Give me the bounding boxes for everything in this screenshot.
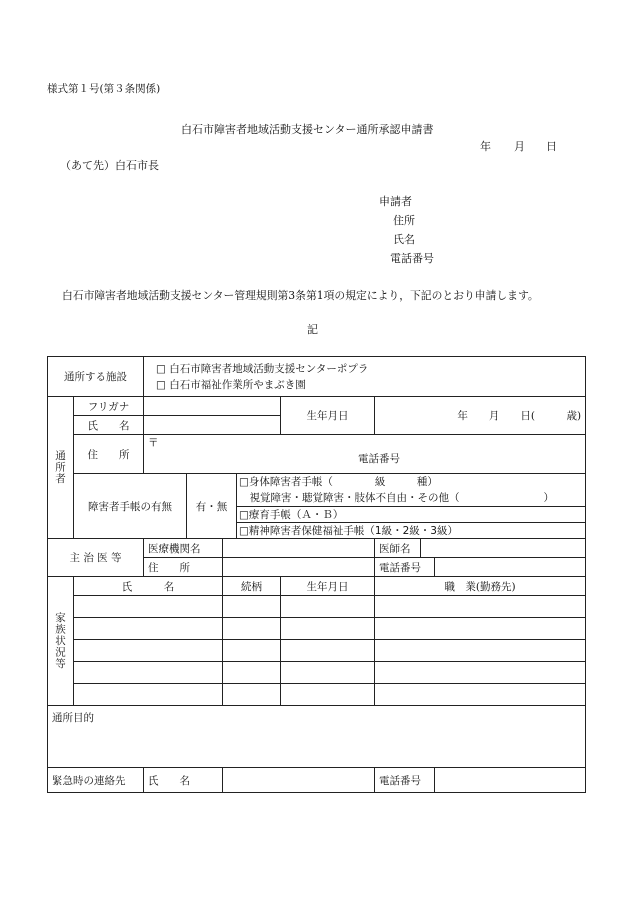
emergency-label: 緊急時の連絡先: [48, 768, 144, 793]
institution-label: 医療機関名: [144, 539, 223, 558]
family-job-field[interactable]: [375, 596, 586, 618]
emergency-name-label: 氏 名: [144, 768, 223, 793]
family-relation-field[interactable]: [223, 640, 281, 662]
family-col-birth: 生年月日: [281, 577, 375, 596]
family-name-field[interactable]: [74, 684, 223, 706]
family-relation-field[interactable]: [223, 596, 281, 618]
furigana-row: [48, 397, 586, 416]
family-relation-field[interactable]: [223, 662, 281, 684]
physical-handbook-option[interactable]: □身体障害者手帳（ 級 種）: [239, 476, 438, 488]
family-birth-field[interactable]: [281, 640, 375, 662]
family-name-field[interactable]: [74, 596, 223, 618]
application-form-table: [47, 356, 586, 793]
ki-heading: 記: [307, 323, 318, 336]
ryoiku-handbook-option[interactable]: □療育手帳（Ａ・Ｂ）: [237, 507, 586, 523]
application-date: [480, 138, 557, 154]
family-col-relation: 続柄: [223, 577, 281, 596]
applicant-address-label: 住所: [393, 214, 415, 227]
doctor-name-label: 医師名: [375, 539, 421, 558]
emergency-phone-field[interactable]: [435, 768, 586, 793]
handbook-yesno[interactable]: 有・無: [187, 474, 237, 539]
family-birth-field[interactable]: [281, 618, 375, 640]
institution-field[interactable]: [223, 539, 375, 558]
facility-option-yamabuki[interactable]: □ 白石市福祉作業所やまぶき園: [156, 378, 306, 391]
applicant-phone-label: 電話番号: [390, 252, 434, 265]
facility-options: [144, 357, 586, 397]
emergency-row: [48, 768, 586, 793]
date-month: 月: [514, 140, 525, 153]
emergency-phone-label: 電話番号: [375, 768, 435, 793]
form-id: 様式第１号(第３条関係): [47, 83, 161, 95]
family-row: [48, 684, 586, 706]
family-section-label: 家族状況等: [48, 577, 74, 706]
statement-text: 白石市障害者地域活動支援センター管理規則第3条第1項の規定により，下記のとおり申請します。: [62, 289, 539, 302]
address-phone-label: 電話番号: [358, 453, 400, 465]
furigana-label: フリガナ: [74, 397, 144, 416]
physical-handbook-cell: [237, 474, 586, 507]
family-row: [48, 662, 586, 684]
applicant-name-label: 氏名: [393, 233, 415, 246]
family-name-field[interactable]: [74, 662, 223, 684]
family-relation-field[interactable]: [223, 684, 281, 706]
family-relation-field[interactable]: [223, 618, 281, 640]
address-label: 住 所: [74, 435, 144, 474]
family-job-field[interactable]: [375, 618, 586, 640]
name-field[interactable]: [144, 416, 281, 435]
family-birth-field[interactable]: [281, 684, 375, 706]
handbook-label: 障害者手帳の有無: [74, 474, 187, 539]
user-section-label: 通所者: [48, 397, 74, 539]
doctor-address-field[interactable]: [223, 558, 375, 577]
applicant-label: 申請者: [379, 195, 412, 208]
family-birth-field[interactable]: [281, 596, 375, 618]
family-row: [48, 640, 586, 662]
name-label: 氏 名: [74, 416, 144, 435]
birthdate-label: 生年月日: [281, 397, 375, 435]
doctor-section-label: 主 治 医 等: [48, 539, 144, 577]
physical-disability-types[interactable]: 視覚障害・聴覚障害・肢体不自由・その他（ ）: [239, 492, 554, 504]
mental-handbook-option[interactable]: □精神障害者保健福祉手帳（1級・2級・3級）: [237, 523, 586, 539]
family-row: [48, 618, 586, 640]
purpose-label: 通所目的: [52, 712, 94, 724]
doctor-address-label: 住 所: [144, 558, 223, 577]
doctor-name-field[interactable]: [421, 539, 586, 558]
facility-label: 通所する施設: [48, 357, 144, 397]
address-row: [48, 435, 586, 474]
postal-mark: 〒: [148, 437, 159, 449]
family-col-name: 氏 名: [74, 577, 223, 596]
family-name-field[interactable]: [74, 618, 223, 640]
addressee: （あて先）白石市長: [60, 159, 159, 172]
family-header-row: [48, 577, 586, 596]
birthdate-field[interactable]: 年 月 日( 歳): [375, 397, 586, 435]
furigana-field[interactable]: [144, 397, 281, 416]
doctor-phone-label: 電話番号: [375, 558, 435, 577]
address-field[interactable]: [144, 435, 586, 474]
family-job-field[interactable]: [375, 640, 586, 662]
facility-row: [48, 357, 586, 397]
doctor-phone-field[interactable]: [435, 558, 586, 577]
emergency-name-field[interactable]: [223, 768, 375, 793]
facility-option-poplar[interactable]: □ 白石市障害者地域活動支援センターポプラ: [156, 362, 369, 375]
date-year: 年: [480, 140, 491, 153]
family-job-field[interactable]: [375, 684, 586, 706]
family-job-field[interactable]: [375, 662, 586, 684]
family-name-field[interactable]: [74, 640, 223, 662]
purpose-row: [48, 706, 586, 768]
family-birth-field[interactable]: [281, 662, 375, 684]
family-row: [48, 596, 586, 618]
form-title: 白石市障害者地域活動支援センター通所承認申請書: [181, 123, 434, 136]
handbook-row: [48, 474, 586, 507]
date-day: 日: [546, 140, 557, 153]
family-col-job: 職 業(勤務先): [375, 577, 586, 596]
doctor-row-1: [48, 539, 586, 558]
purpose-field[interactable]: [48, 706, 586, 768]
